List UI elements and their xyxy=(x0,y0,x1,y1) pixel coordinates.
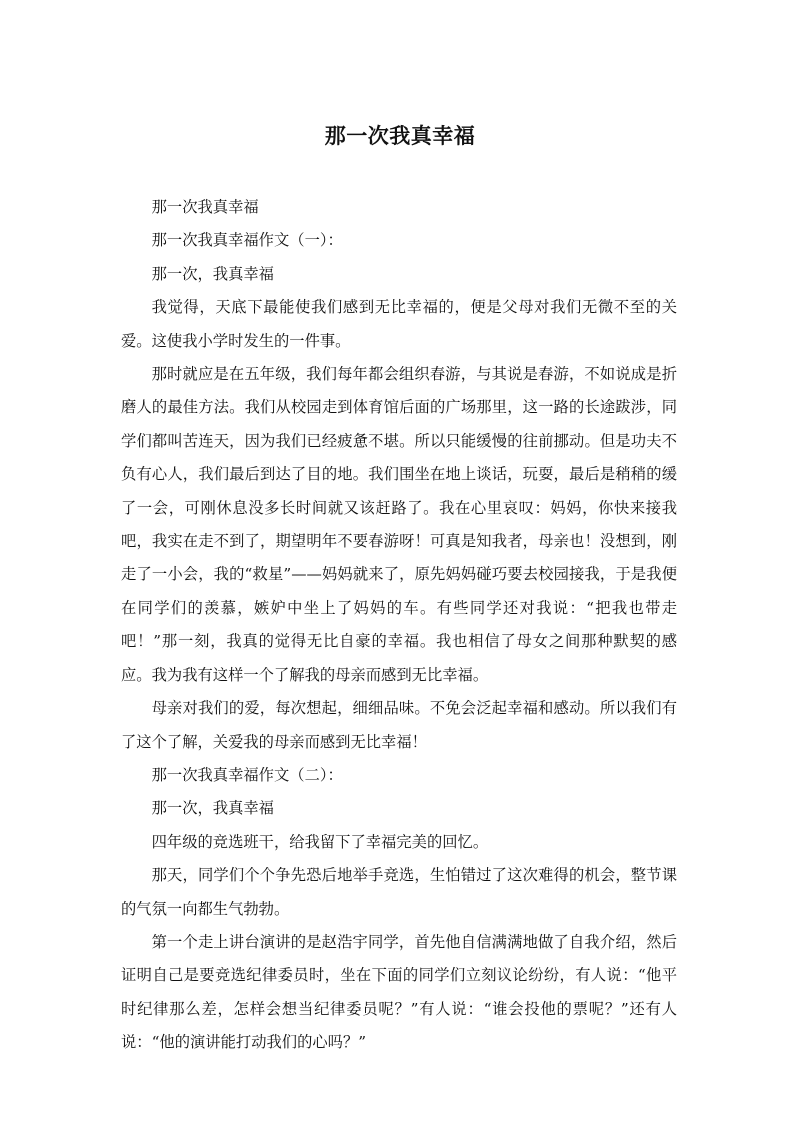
article-body xyxy=(121,191,677,1060)
paragraph: 那一次，我真幸福 xyxy=(151,264,274,283)
paragraph: 母亲对我们的爱，每次想起，细细品味。不免会泛起幸福和感动。所以我们有了这个了解，关爱我的母亲而感到无比幸福！ xyxy=(121,699,677,751)
paragraph: 那一次，我真幸福 xyxy=(151,799,274,818)
paragraph: 那一次我真幸福作文（一）： xyxy=(151,231,343,250)
paragraph: 那一次我真幸福作文（二）： xyxy=(151,765,343,784)
paragraph: 那天，同学们个个争先恐后地举手竞选，生怕错过了这次难得的机会，整节课的气氛一向都生气勃勃。 xyxy=(121,866,677,918)
paragraph: 第一个走上讲台演讲的是赵浩宇同学，首先他自信满满地做了自我介绍，然后证明自己是要竞选纪律委员时，坐在下面的同学们立刻议论纷纷，有人说：“他平时纪律那么差，怎样会想当纪律委员呢？”有人说：“谁会投他的票呢？”还有人说：“他的演讲能打动我们的心吗？” xyxy=(121,932,677,1052)
paragraph: 我觉得，天底下最能使我们感到无比幸福的，便是父母对我们无微不至的关爱。这使我小学时发生的一件事。 xyxy=(121,298,677,350)
paragraph: 那时就应是在五年级，我们每年都会组织春游，与其说是春游，不如说成是折磨人的最佳方法。我们从校园走到体育馆后面的广场那里，这一路的长途跋涉，同学们都叫苦连天，因为我们已经疲惫不堪。所以只能缓慢的往前挪动。但是功夫不负有心人，我们最后到达了目的地。我们围坐在地上谈话，玩耍，最后是稍稍的缓了一会，可刚休息没多长时间就又该赶路了。我在心里哀叹：妈妈，你快来接我吧，我实在走不到了，期望明年不要春游呀！可真是知我者，母亲也！没想到，刚走了一小会，我的“救星”——妈妈就来了，原先妈妈碰巧要去校园接我，于是我便在同学们的羡慕，嫉妒中坐上了妈妈的车。有些同学还对我说：“把我也带走吧！”那一刻，我真的觉得无比自豪的幸福。我也相信了母女之间那种默契的感应。我为我有这样一个了解我的母亲而感到无比幸福。 xyxy=(121,365,677,684)
page-title: 那一次我真幸福 xyxy=(324,124,476,148)
paragraph: 那一次我真幸福 xyxy=(151,198,259,216)
paragraph: 四年级的竞选班干，给我留下了幸福完美的回忆。 xyxy=(151,832,489,851)
